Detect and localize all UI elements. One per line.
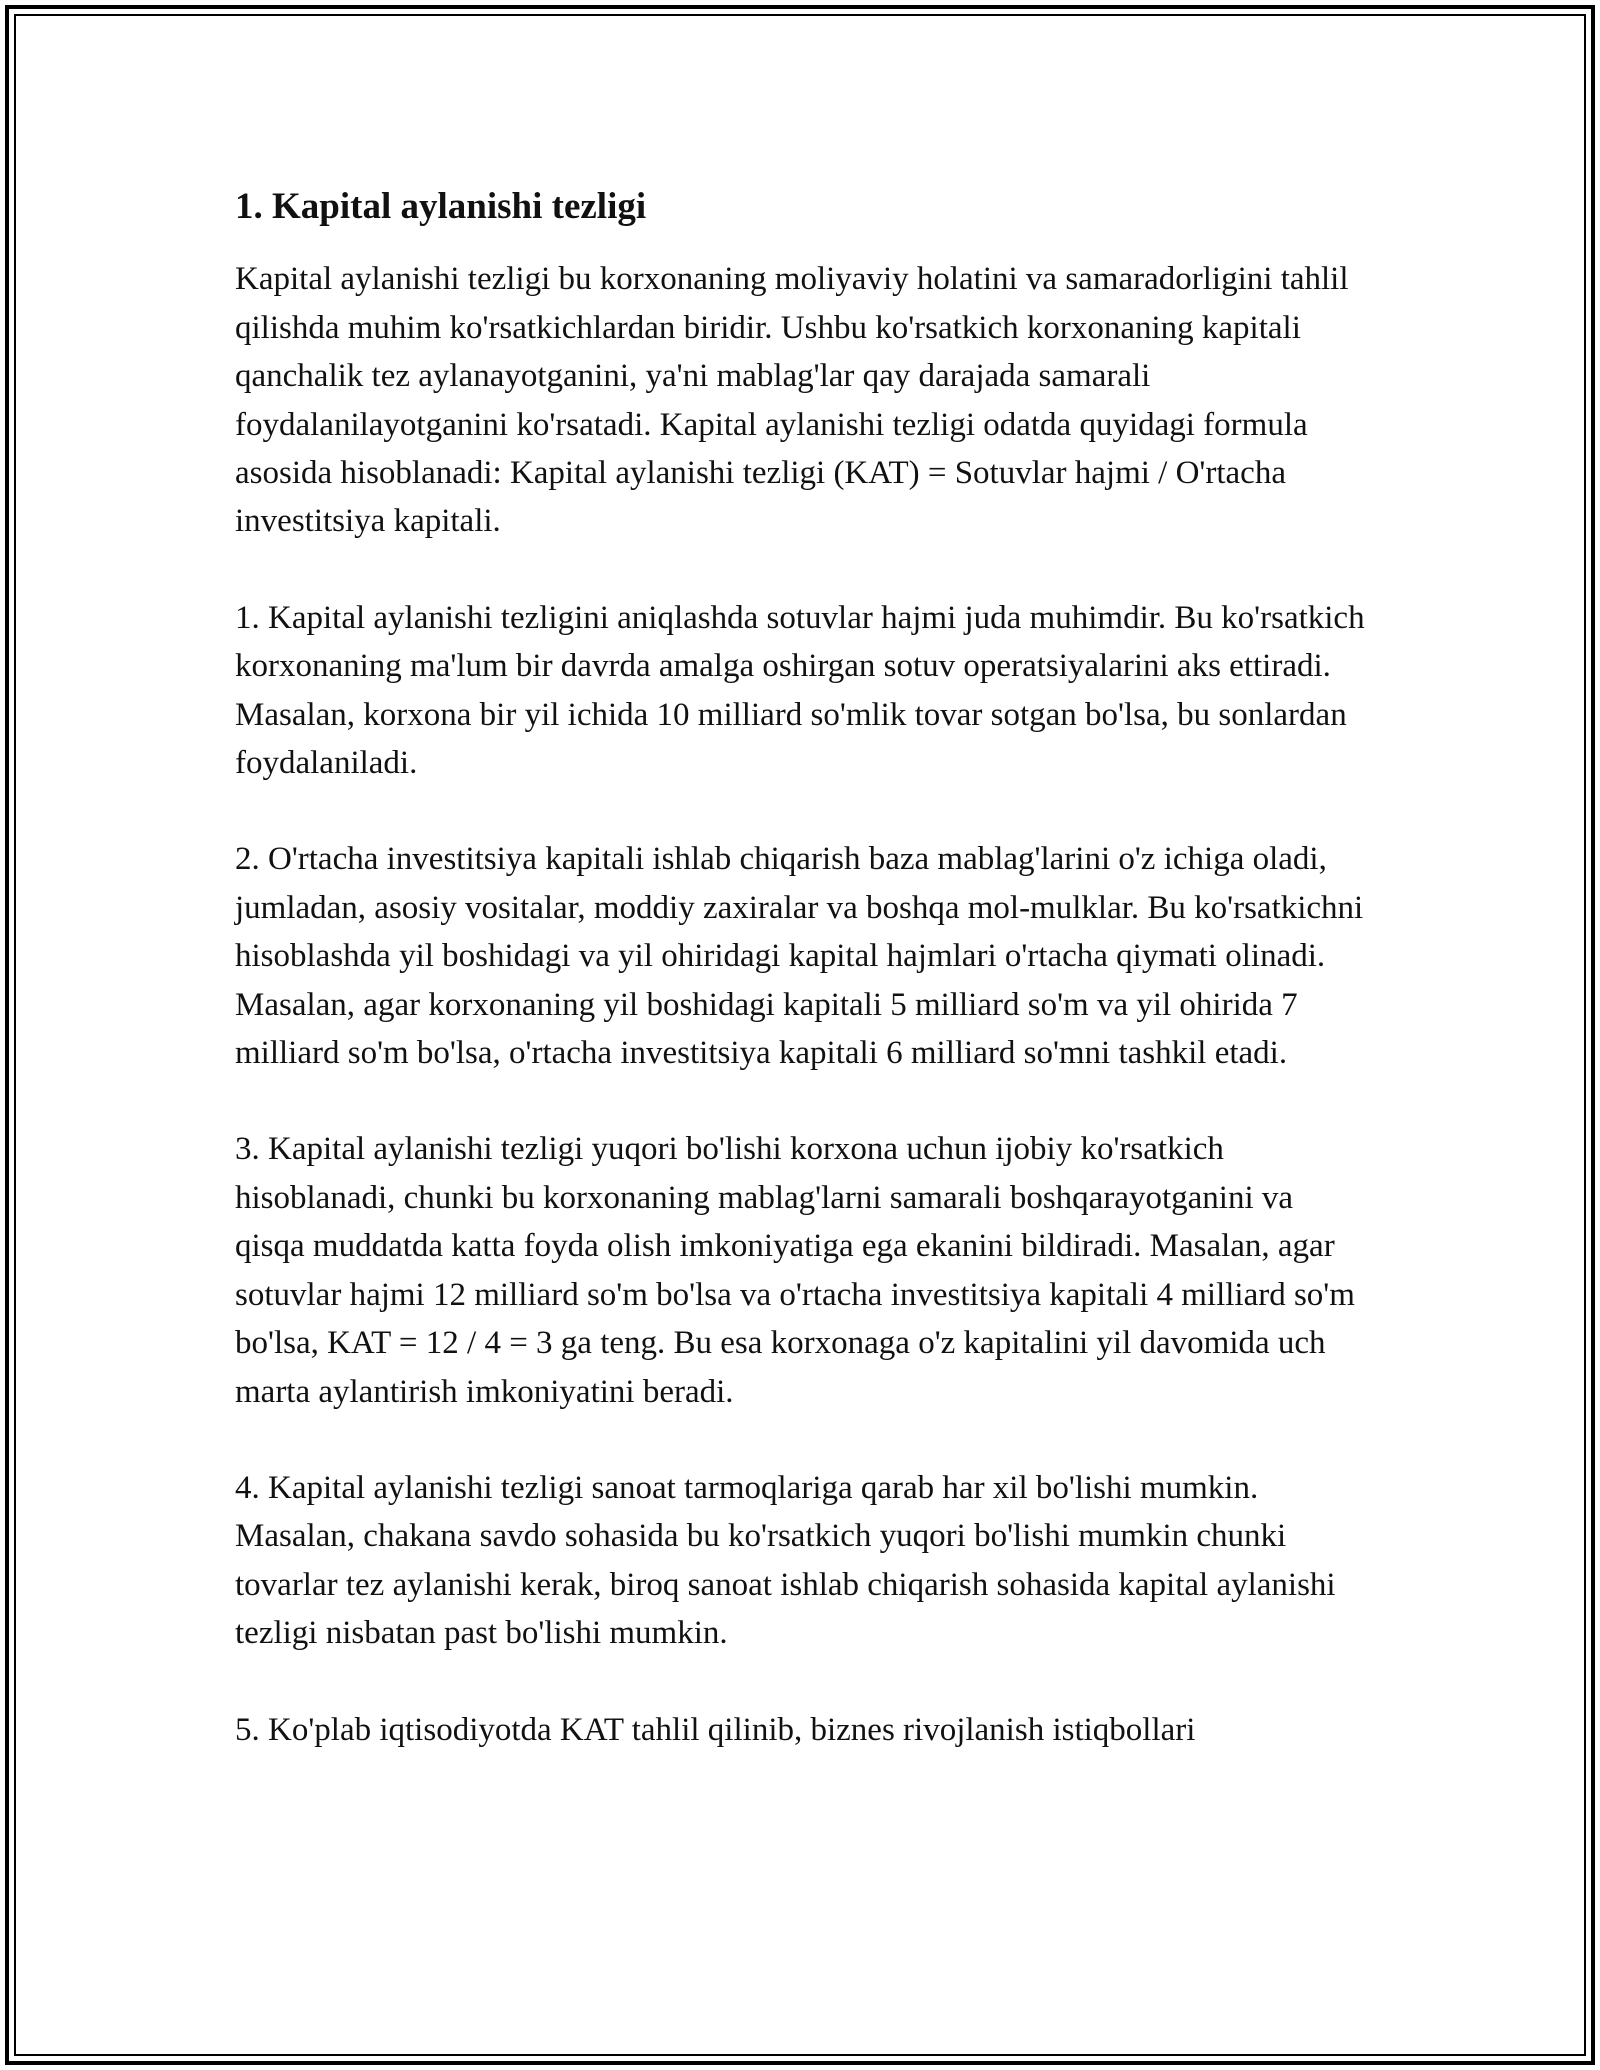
paragraph-point-5: 5. Ko'plab iqtisodiyotda KAT tahlil qilinib, biznes rivojlanish istiqbollari	[235, 1711, 1196, 1748]
document-title: 1. Kapital aylanishi tezligi	[235, 186, 647, 227]
document-body	[235, 185, 1365, 1802]
paragraph-point-1: 1. Kapital aylanishi tezligini aniqlashda sotuvlar hajmi juda muhimdir. Bu ko'rsatkich korxonaning ma'lum bir davrda amalga oshirgan sotuv operatsiyalarini aks ettiradi. Masalan, korxona bir yil ichida 10 milliard so'mlik tovar sotgan bo'lsa, bu sonlardan foydalaniladi.	[235, 599, 1365, 782]
paragraph-point-4: 4. Kapital aylanishi tezligi sanoat tarmoqlariga qarab har xil bo'lishi mumkin. Masalan, chakana savdo sohasida bu ko'rsatkich yuqori bo'lishi mumkin chunki tovarlar tez aylanishi kerak, biroq sanoat ishlab chiqarish sohasida kapital aylanishi tezligi nisbatan past bo'lishi mumkin.	[235, 1469, 1336, 1652]
intro-paragraph: Kapital aylanishi tezligi bu korxonaning moliyaviy holatini va samaradorligini tahlil qilishda muhim ko'rsatkichlardan biridir. Ushbu ko'rsatkich korxonaning kapitali qanchalik tez aylanayotganini, ya'ni mablag'lar qay darajada samarali foydalanilayotganini ko'rsatadi. Kapital aylanishi tezligi odatda quyidagi formula asosida hisoblanadi: Kapital aylanishi tezligi (KAT) = Sotuvlar hajmi / O'rtacha investitsiya kapitali.	[235, 261, 1349, 540]
paragraph-point-2: 2. O'rtacha investitsiya kapitali ishlab chiqarish baza mablag'larini o'z ichiga oladi, jumladan, asosiy vositalar, moddiy zaxiralar va boshqa mol-mulklar. Bu ko'rsatkichni hisoblashda yil boshidagi va yil ohiridagi kapital hajmlari o'rtacha qiymati olinadi. Masalan, agar korxonaning yil boshidagi kapitali 5 milliard so'm va yil ohirida 7 milliard so'm bo'lsa, o'rtacha investitsiya kapitali 6 milliard so'mni tashkil etadi.	[235, 841, 1364, 1072]
paragraph-point-3: 3. Kapital aylanishi tezligi yuqori bo'lishi korxona uchun ijobiy ko'rsatkich hisoblanadi, chunki bu korxonaning mablag'larni samarali boshqarayotganini va qisqa muddatda katta foyda olish imkoniyatiga ega ekanini bildiradi. Masalan, agar sotuvlar hajmi 12 milliard so'm bo'lsa va o'rtacha investitsiya kapitali 4 milliard so'm bo'lsa, KAT = 12 / 4 = 3 ga teng. Bu esa korxonaga o'z kapitalini yil davomida uch marta aylantirish imkoniyatini beradi.	[235, 1131, 1355, 1410]
